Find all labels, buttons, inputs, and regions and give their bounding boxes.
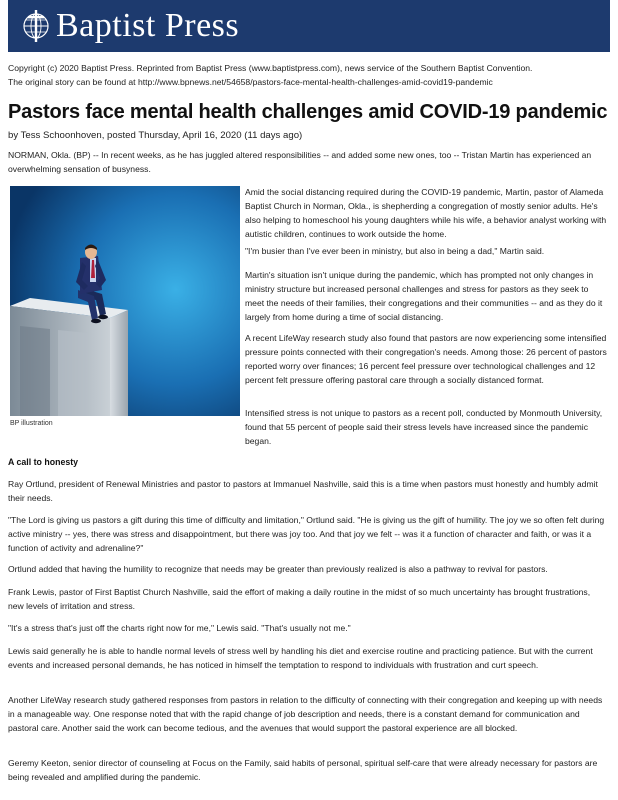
baptist-press-emblem-icon bbox=[22, 9, 50, 43]
side-paragraph: Intensified stress is not unique to pastors as a recent poll, conducted by Monmouth University, found that 55 percent of people said their stress levels have increased since the pandemic began. bbox=[245, 408, 603, 446]
section-subhead: A call to honesty bbox=[8, 457, 79, 467]
body-paragraph: Ortlund added that having the humility to recognize that needs may be greater than previously realized is also a pathway to revival for pastors. bbox=[8, 564, 548, 574]
article-byline: by Tess Schoonhoven, posted Thursday, April 16, 2020 (11 days ago) bbox=[8, 130, 303, 141]
body-paragraph: Geremy Keeton, senior director of counseling at Focus on the Family, said habits of personal, spiritual self-care that were already necessary for pastors are being revealed and amplified during the pandemic. bbox=[8, 758, 598, 782]
masthead bbox=[8, 0, 610, 52]
side-paragraph: Amid the social distancing required during the COVID-19 pandemic, Martin, pastor of Alameda Baptist Church in Norman, Okla., is shepherding a congregation of mostly senior adults. He's also helping to homeschool his young daughters while his wife, a behavior analyst working with autistic children, continues to work outside the home. bbox=[245, 187, 607, 239]
article-illustration bbox=[10, 186, 240, 416]
masthead-title: Baptist Press bbox=[56, 7, 240, 44]
article-headline: Pastors face mental health challenges amid COVID-19 pandemic bbox=[8, 101, 608, 123]
side-paragraph: "I'm busier than I've ever been in ministry, but also in being a dad," Martin said. bbox=[245, 246, 545, 256]
lede-paragraph: NORMAN, Okla. (BP) -- In recent weeks, as he has juggled altered responsibilities -- and added some new ones, too -- Tristan Martin has experienced an overwhelming sensation of busyness. bbox=[8, 150, 592, 174]
body-paragraph: Ray Ortlund, president of Renewal Ministries and pastor to pastors at Immanuel Nashville, said this is a time when pastors must honestly and humbly admit their needs. bbox=[8, 479, 598, 503]
body-paragraph: "The Lord is giving us pastors a gift during this time of difficulty and limitation," Ortlund said. "He is giving us the gift of humility. The joy we so often felt during active ministry -- yes, there was stress and disappointment, but there was joy too. And that joy we felt -- was it a function of character and faith, or was it a function of activity and adrenaline?" bbox=[8, 515, 605, 553]
body-paragraph: Frank Lewis, pastor of First Baptist Church Nashville, said the effort of making a daily routine in the midst of so much uncertainty has brought frustrations, new levels of irritation and stress. bbox=[8, 587, 591, 611]
copyright-notice bbox=[8, 61, 608, 89]
original-story-link[interactable]: The original story can be found at http://www.bpnews.net/54658/pastors-face-mental-health-challenges-amid-covid19-pandemic bbox=[8, 77, 493, 87]
body-paragraph: "It's a stress that's just off the charts right now for me," Lewis said. "That's usually not me." bbox=[8, 623, 351, 633]
side-paragraph: Martin's situation isn't unique during the pandemic, which has prompted not only changes in ministry structure but increased personal challenges and stress for pastors as they seek to meet the needs of their families, their congregations and their communities -- and as they do it largely from home during a time of social distancing. bbox=[245, 270, 603, 322]
figure-caption: BP illustration bbox=[10, 420, 53, 427]
copyright-line: Copyright (c) 2020 Baptist Press. Reprinted from Baptist Press (www.baptistpress.com), news service of the Southern Baptist Convention. bbox=[8, 63, 533, 73]
body-paragraph: Lewis said generally he is able to handle normal levels of stress well by handling his diet and exercise routine and practicing patience. But with the current events and increased personal demands, he has noticed in himself the temptation to respond to individuals with frustration and curt speech. bbox=[8, 646, 593, 670]
body-paragraph: Another LifeWay research study gathered responses from pastors in relation to the difficulty of connecting with their congregation and keeping up with needs in a manageable way. One response noted that with the rapid change of job description and needs, there is a constant demand for communication and pastoral care. Another said the work can become tedious, and the avenues that would support the pastoral experience are all blocked. bbox=[8, 695, 603, 733]
side-paragraph: A recent LifeWay research study also found that pastors are now experiencing some intensified pressure points connected with their congregation's needs. Among those: 26 percent of pastors reported worry over finances; 16 percent feel pressure over technological challenges and 12 percent felt pressure offering pastoral care through a socially distanced format. bbox=[245, 333, 607, 385]
